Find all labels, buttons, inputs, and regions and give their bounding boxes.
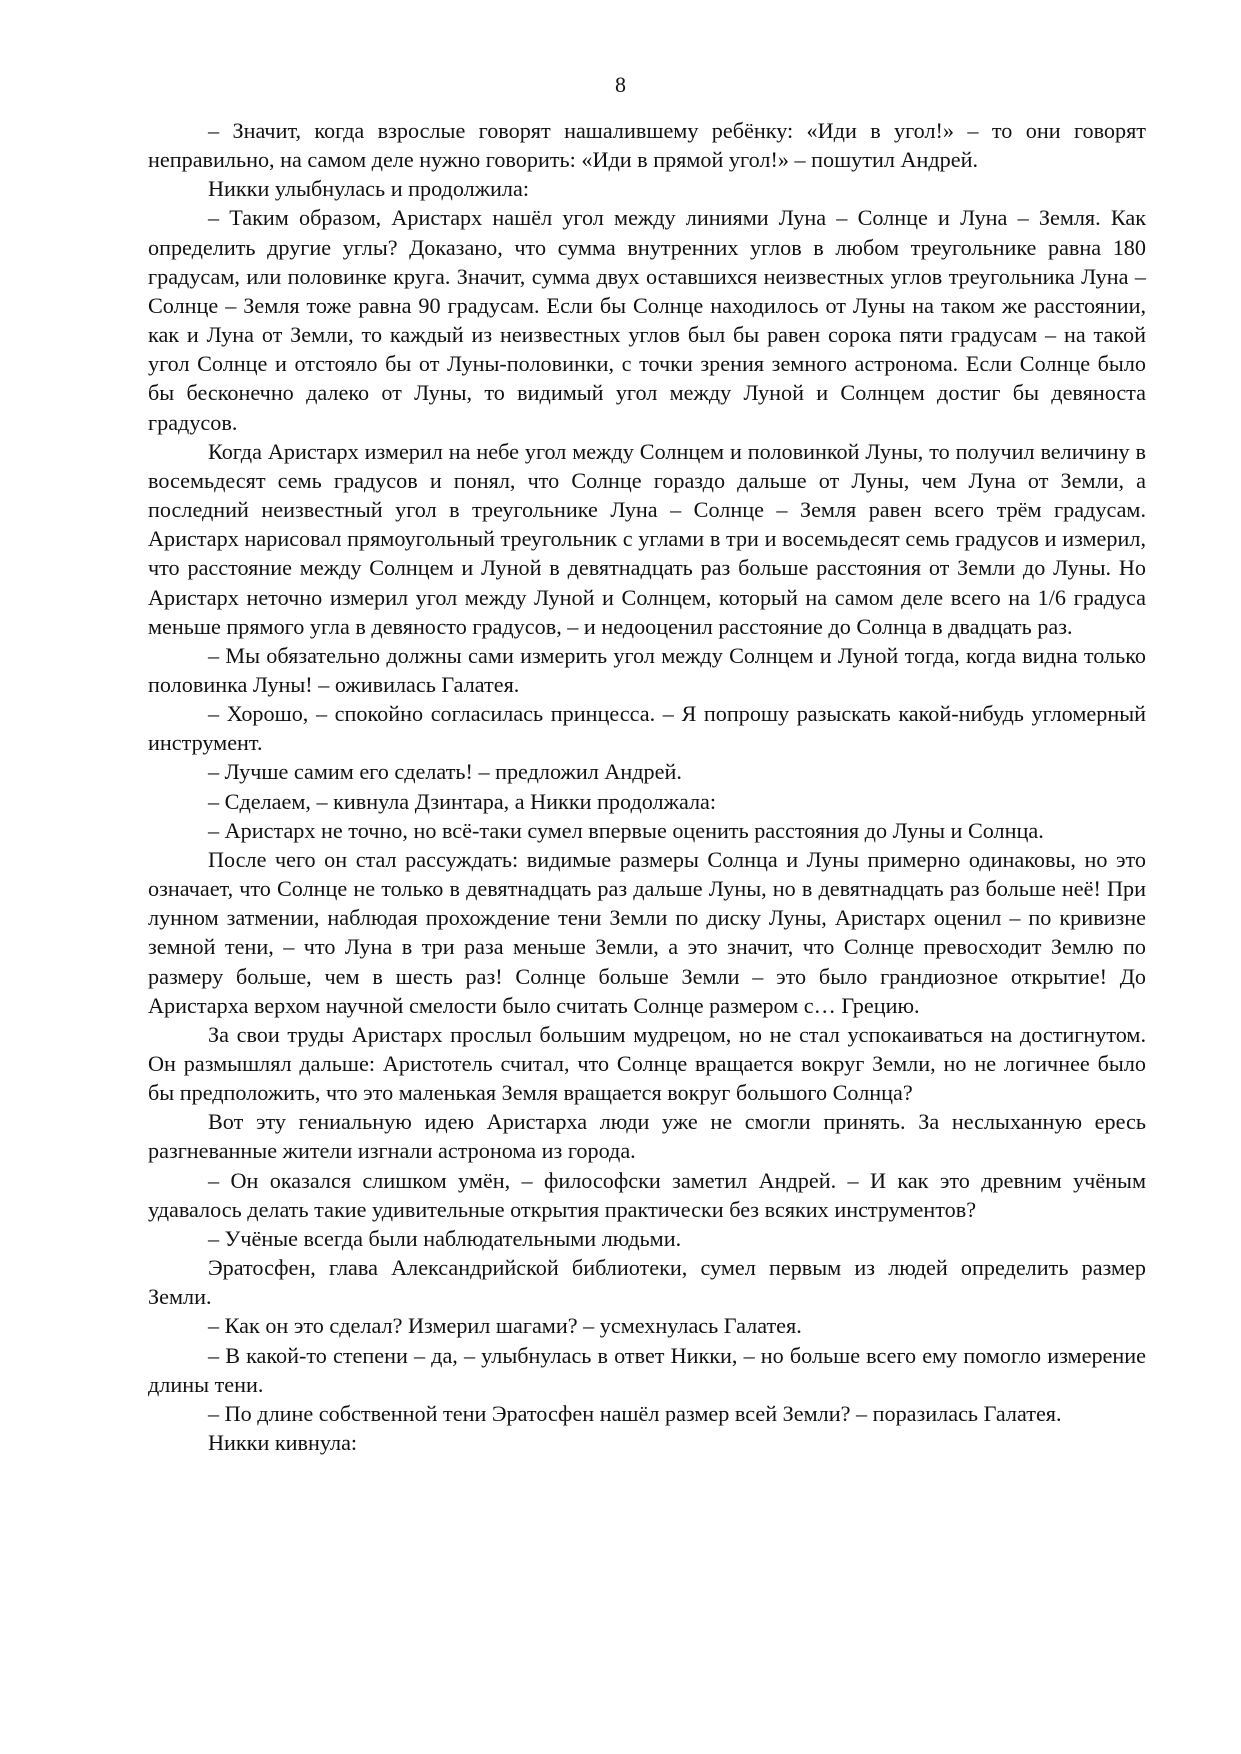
paragraph: – Сделаем, – кивнула Дзинтара, а Никки продолжала:	[208, 788, 717, 814]
page-number: 8	[615, 72, 626, 97]
paragraph: – Мы обязательно должны сами измерить угол между Солнцем и Луной тогда, когда видна только половинка Луны! – оживилась Галатея.	[148, 642, 1146, 697]
paragraph: – В какой-то степени – да, – улыбнулась в ответ Никки, – но больше всего ему помогло измерение длины тени.	[148, 1342, 1146, 1397]
paragraph: – Он оказался слишком умён, – философски заметил Андрей. – И как это древним учёным удавалось делать такие удивительные открытия практически без всяких инструментов?	[148, 1167, 1146, 1222]
paragraph: – Учёные всегда были наблюдательными людьми.	[208, 1225, 682, 1251]
body-text	[148, 116, 1146, 1457]
paragraph: Эратосфен, глава Александрийской библиотеки, сумел первым из людей определить размер Земли.	[148, 1255, 1146, 1310]
paragraph: Вот эту гениальную идею Аристарха люди уже не смогли принять. За неслыханную ересь разгневанные жители изгнали астронома из города.	[148, 1109, 1146, 1164]
paragraph: Когда Аристарх измерил на небе угол между Солнцем и половинкой Луны, то получил величину в восемьдесят семь градусов и понял, что Солнце гораздо дальше от Луны, чем Луна от Земли, а последний неизвестный угол в треугольнике Луна – Солнце – Земля равен всего трём градусам. Аристарх нарисовал прямоугольный треугольник с углами в три и восемьдесят семь градусов и измерил, что расстояние между Солнцем и Луной в девятнадцать раз больше расстояния от Земли до Луны. Но Аристарх неточно измерил угол между Луной и Солнцем, который на самом деле всего на 1/6 градуса меньше прямого угла в девяносто градусов, – и недооценил расстояние до Солнца в двадцать раз.	[148, 438, 1146, 639]
paragraph: – Аристарх не точно, но всё-таки сумел впервые оценить расстояния до Луны и Солнца.	[208, 817, 1044, 843]
paragraph: Никки кивнула:	[208, 1430, 358, 1456]
paragraph: – Лучше самим его сделать! – предложил Андрей.	[208, 759, 682, 785]
paragraph: – Хорошо, – спокойно согласилась принцесса. – Я попрошу разыскать какой-нибудь угломерный инструмент.	[148, 701, 1146, 756]
paragraph: – По длине собственной тени Эратосфен нашёл размер всей Земли? – поразилась Галатея.	[208, 1400, 1062, 1426]
paragraph: – Значит, когда взрослые говорят нашалившему ребёнку: «Иди в угол!» – то они говорят неправильно, на самом деле нужно говорить: «Иди в прямой угол!» – пошутил Андрей.	[148, 118, 1146, 173]
paragraph: За свои труды Аристарх прослыл большим мудрецом, но не стал успокаиваться на достигнутом. Он размышлял дальше: Аристотель считал, что Солнце вращается вокруг Земли, но не логичнее было бы предположить, что это маленькая Земля вращается вокруг большого Солнца?	[148, 1021, 1146, 1106]
paragraph: Никки улыбнулась и продолжила:	[208, 176, 529, 202]
paragraph: – Как он это сделал? Измерил шагами? – усмехнулась Галатея.	[208, 1313, 802, 1339]
paragraph: – Таким образом, Аристарх нашёл угол между линиями Луна – Солнце и Луна – Земля. Как определить другие углы? Доказано, что сумма внутренних углов в любом треугольнике равна 180 градусам, или половинке круга. Значит, сумма двух оставшихся неизвестных углов треугольника Луна – Солнце – Земля тоже равна 90 градусам. Если бы Солнце находилось от Луны на таком же расстоянии, как и Луна от Земли, то каждый из неизвестных углов был бы равен сорока пяти градусам – на такой угол Солнце и отстояло бы от Луны-половинки, с точки зрения земного астронома. Если Солнце было бы бесконечно далеко от Луны, то видимый угол между Луной и Солнцем достиг бы девяноста градусов.	[148, 205, 1146, 435]
paragraph: После чего он стал рассуждать: видимые размеры Солнца и Луны примерно одинаковы, но это означает, что Солнце не только в девятнадцать раз дальше Луны, но в девятнадцать раз больше неё! При лунном затмении, наблюдая прохождение тени Земли по диску Луны, Аристарх оценил – по кривизне земной тени, – что Луна в три раза меньше Земли, а это значит, что Солнце превосходит Землю по размеру больше, чем в шесть раз! Солнце больше Земли – это было грандиозное открытие! До Аристарха верхом научной смелости было считать Солнце размером с… Грецию.	[148, 846, 1146, 1018]
